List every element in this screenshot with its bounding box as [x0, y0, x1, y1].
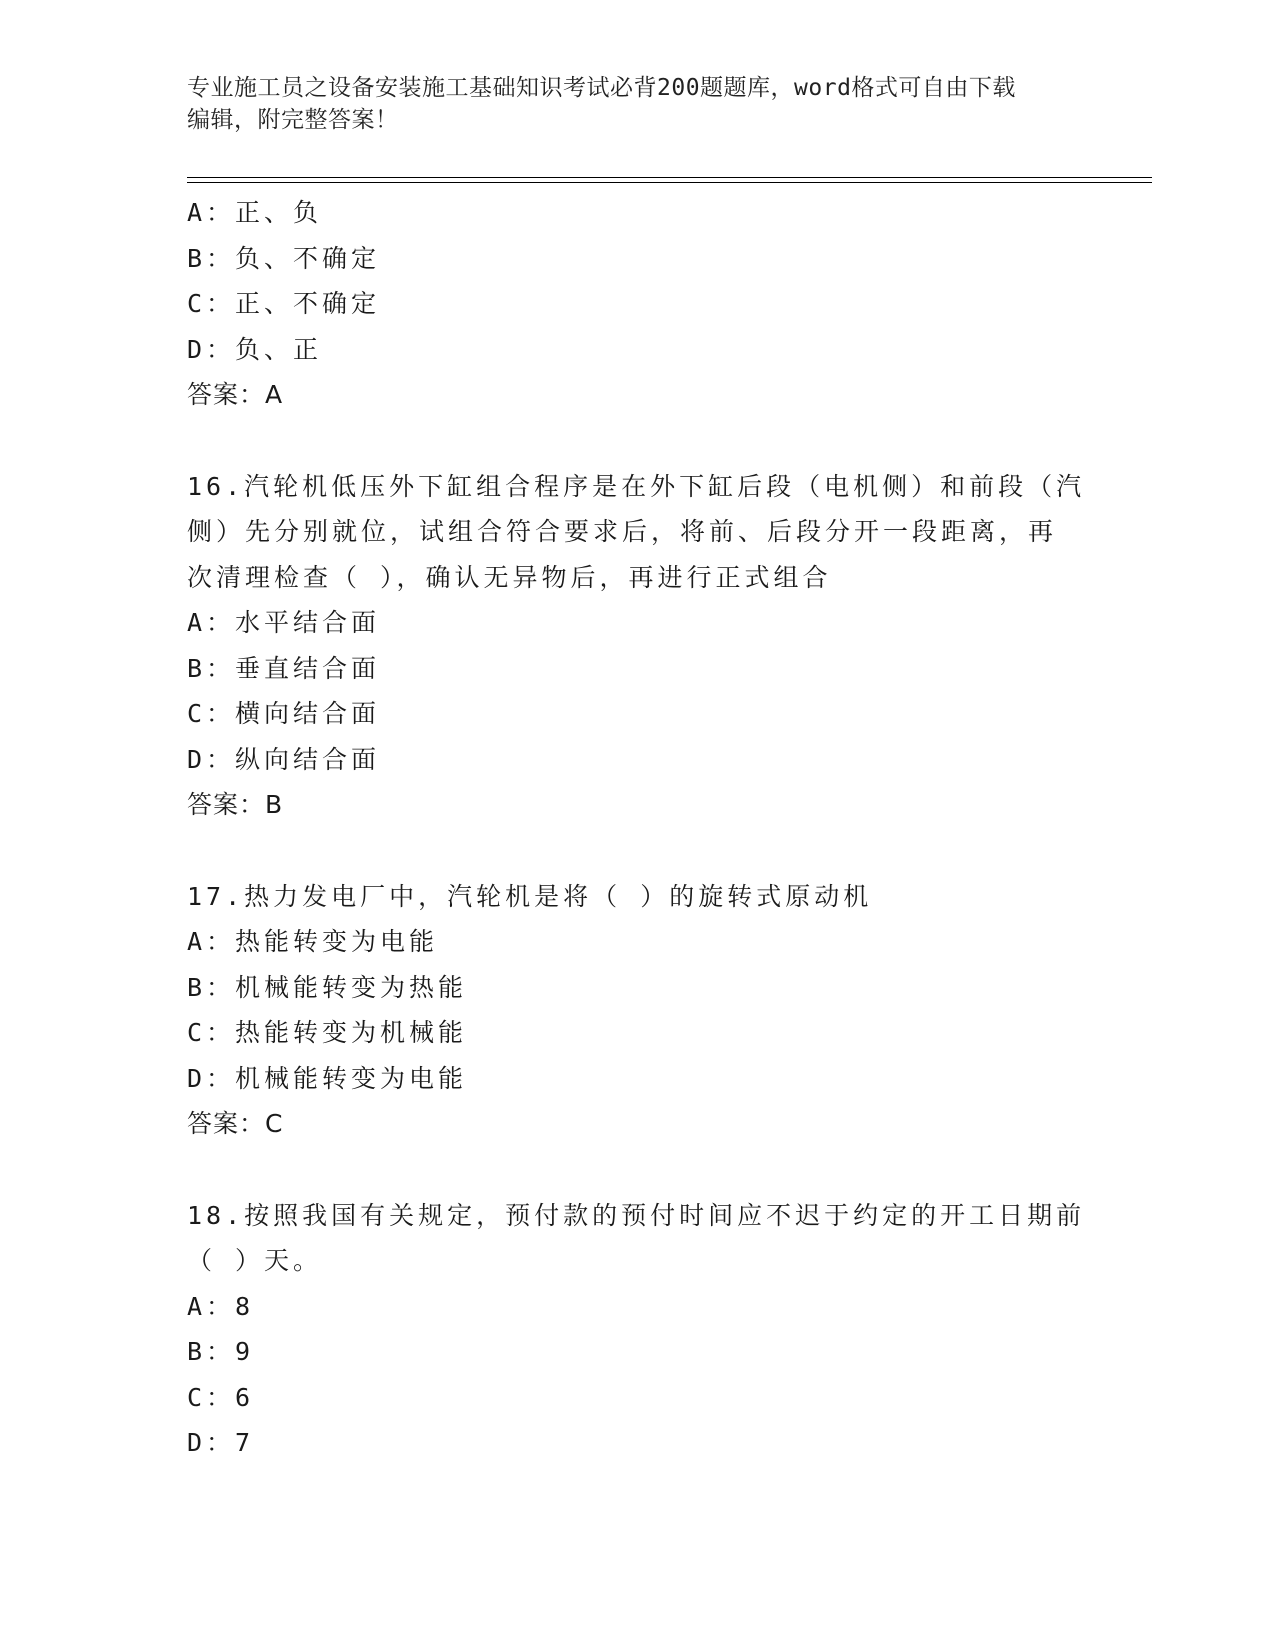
- question-15: [187, 190, 1087, 418]
- option-c: C：正、不确定: [187, 289, 381, 318]
- header-rule-top: [187, 177, 1152, 178]
- option-c: C：6: [187, 1382, 255, 1412]
- document-header: [187, 72, 1087, 136]
- answer: 答案：C: [187, 1109, 284, 1138]
- option-c: C：横向结合面: [187, 699, 381, 728]
- answer: 答案：A: [187, 380, 284, 409]
- question-16: [187, 464, 1087, 828]
- header-line-2: 编辑，附完整答案！: [187, 107, 399, 133]
- question-list: [187, 190, 1087, 1466]
- header-line-1: 专业施工员之设备安装施工基础知识考试必背200题题库，word格式可自由下载: [187, 75, 1016, 101]
- question-18: [187, 1193, 1087, 1466]
- option-b: B：负、不确定: [187, 243, 381, 273]
- option-b: B：垂直结合面: [187, 653, 381, 683]
- question-text-line: （ ）天。: [187, 1246, 323, 1275]
- option-d: D：7: [187, 1428, 255, 1457]
- option-b: B：机械能转变为热能: [187, 972, 468, 1002]
- option-d: D：负、正: [187, 334, 323, 364]
- question-17: [187, 874, 1087, 1147]
- question-text-line: 次清理检查（ ），确认无异物后，再进行正式组合: [187, 562, 832, 592]
- spacer: [187, 1147, 1087, 1193]
- answer: 答案：B: [187, 790, 284, 819]
- option-a: A：热能转变为电能: [187, 927, 439, 956]
- option-a: A：正、负: [187, 198, 323, 227]
- question-text-line: 16.汽轮机低压外下缸组合程序是在外下缸后段（电机侧）和前段（汽: [187, 471, 1086, 501]
- option-a: A：水平结合面: [187, 608, 381, 637]
- option-c: C：热能转变为机械能: [187, 1018, 468, 1047]
- option-a: A：8: [187, 1291, 255, 1321]
- option-d: D：机械能转变为电能: [187, 1063, 468, 1093]
- option-b: B：9: [187, 1337, 255, 1366]
- header-rule-bottom: [187, 182, 1152, 183]
- question-text-line: 侧）先分别就位，试组合符合要求后，将前、后段分开一段距离，再: [187, 517, 1058, 546]
- spacer: [187, 418, 1087, 464]
- question-text-line: 18.按照我国有关规定，预付款的预付时间应不迟于约定的开工日期前: [187, 1200, 1086, 1230]
- option-d: D：纵向结合面: [187, 744, 381, 774]
- question-text-line: 17.热力发电厂中，汽轮机是将（ ）的旋转式原动机: [187, 881, 873, 911]
- spacer: [187, 828, 1087, 874]
